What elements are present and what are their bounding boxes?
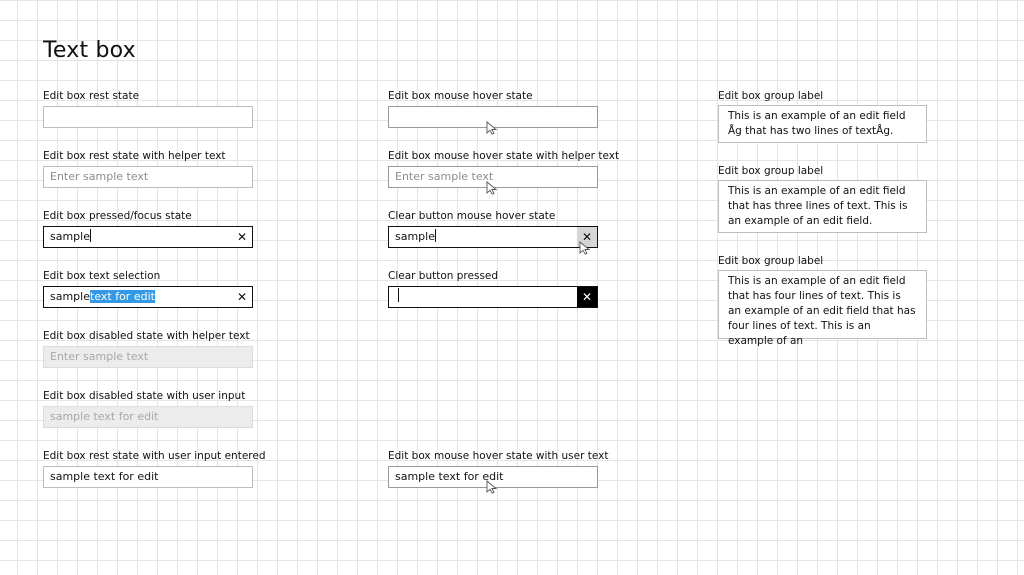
- page-title: Text box: [43, 38, 136, 63]
- four-line-text: This is an example of an edit field that has four lines of text. This is an example of an edit field that has four lines of text. This is an example of an: [728, 275, 916, 347]
- two-line-textarea[interactable]: [718, 105, 927, 143]
- text-caret: [435, 229, 436, 242]
- mouse-pointer-icon: [579, 241, 591, 255]
- disabled-input-label: Edit box disabled state with user input: [43, 390, 246, 402]
- rest-state-label: Edit box rest state: [43, 90, 140, 102]
- rest-state-input[interactable]: [43, 106, 253, 128]
- hover-text-label: Edit box mouse hover state with user text: [388, 450, 609, 462]
- group-label-2: Edit box group label: [718, 165, 824, 177]
- entered-input-value: sample text for edit: [50, 470, 159, 483]
- group-label-1: Edit box group label: [718, 90, 824, 102]
- hover-helper-label: Edit box mouse hover state with helper text: [388, 150, 620, 162]
- text-selection-input[interactable]: [43, 286, 253, 308]
- focus-state-input[interactable]: [43, 226, 253, 248]
- helper-text-label: Edit box rest state with helper text: [43, 150, 226, 162]
- four-line-textarea[interactable]: [718, 270, 927, 347]
- clear-hover-input[interactable]: [388, 226, 598, 248]
- group-label-3: Edit box group label: [718, 255, 824, 267]
- entered-input-field[interactable]: [43, 466, 253, 488]
- helper-text-input[interactable]: [43, 166, 253, 188]
- disabled-input-value: sample text for edit: [50, 410, 159, 423]
- close-icon[interactable]: ✕: [577, 287, 597, 307]
- helper-text-placeholder: Enter sample text: [50, 170, 149, 183]
- close-icon[interactable]: ✕: [236, 289, 248, 304]
- entered-input-label: Edit box rest state with user input entered: [43, 450, 266, 462]
- text-selection-label: Edit box text selection: [43, 270, 161, 282]
- clear-pressed-input[interactable]: [388, 286, 598, 308]
- disabled-helper-placeholder: Enter sample text: [50, 350, 149, 363]
- disabled-helper-label: Edit box disabled state with helper text: [43, 330, 250, 342]
- mouse-pointer-icon: [486, 480, 498, 494]
- close-icon[interactable]: ✕: [236, 229, 248, 244]
- disabled-helper-input: [43, 346, 253, 368]
- focus-state-label: Edit box pressed/focus state: [43, 210, 192, 222]
- three-line-textarea[interactable]: [718, 180, 927, 233]
- three-line-text: This is an example of an edit field that has three lines of text. This is an example of an edit field.: [728, 185, 908, 227]
- hover-helper-placeholder: Enter sample text: [395, 170, 494, 183]
- text-caret: [90, 229, 91, 242]
- clear-pressed-label: Clear button pressed: [388, 270, 499, 282]
- text-selection-highlight: text for edit: [90, 290, 155, 303]
- clear-hover-value: sample: [395, 230, 435, 243]
- clear-hover-label: Clear button mouse hover state: [388, 210, 556, 222]
- mouse-pointer-icon: [486, 121, 498, 135]
- close-icon[interactable]: ✕: [577, 227, 597, 247]
- hover-state-label: Edit box mouse hover state: [388, 90, 533, 102]
- mouse-pointer-icon: [486, 181, 498, 195]
- focus-state-value: sample: [50, 230, 90, 243]
- text-caret: [398, 288, 399, 302]
- hover-text-value: sample text for edit: [395, 470, 504, 483]
- disabled-input-field: [43, 406, 253, 428]
- text-selection-unselected: sample: [50, 290, 90, 303]
- two-line-text: This is an example of an edit field Åg that has two lines of textÅg.: [728, 110, 906, 137]
